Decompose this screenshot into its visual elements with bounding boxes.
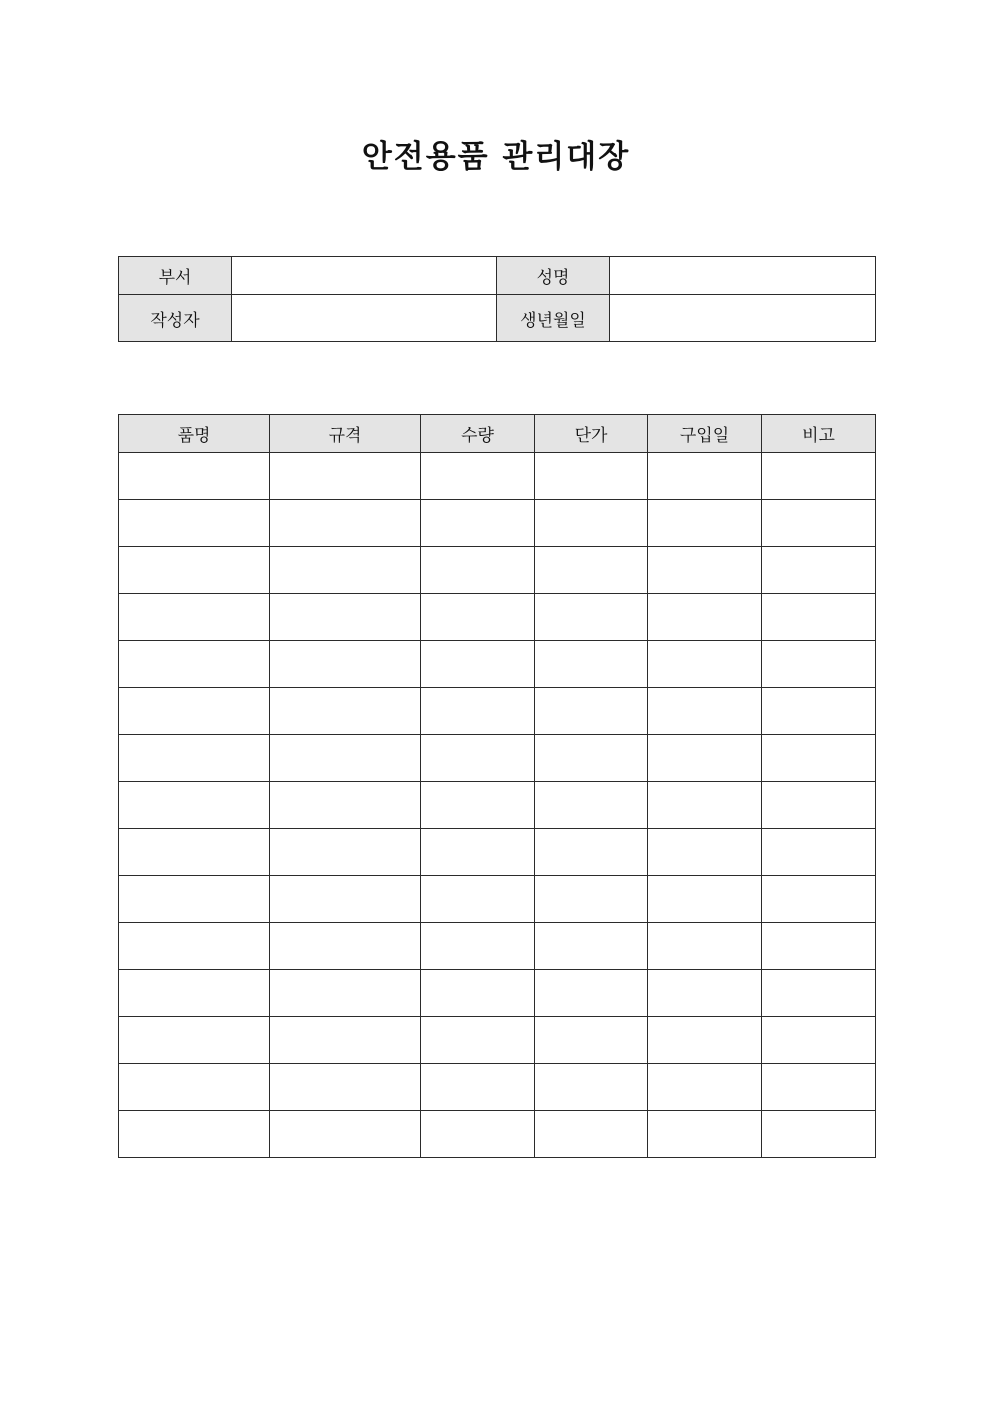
items-body: [119, 453, 876, 1158]
department-field[interactable]: [232, 257, 497, 295]
info-row-2: [119, 295, 876, 342]
quantity-cell[interactable]: [421, 594, 535, 641]
remarks-cell[interactable]: [762, 688, 876, 735]
spec-cell[interactable]: [270, 1064, 421, 1111]
purchase-date-cell[interactable]: [648, 688, 762, 735]
spec-cell[interactable]: [270, 1111, 421, 1158]
spec-cell[interactable]: [270, 923, 421, 970]
table-row: [119, 453, 876, 500]
spec-cell[interactable]: [270, 547, 421, 594]
quantity-cell[interactable]: [421, 1111, 535, 1158]
item-name-cell[interactable]: [119, 594, 270, 641]
author-label: 작성자: [119, 295, 232, 342]
unit-price-cell[interactable]: [535, 876, 648, 923]
spec-cell[interactable]: [270, 735, 421, 782]
unit-price-cell[interactable]: [535, 735, 648, 782]
table-row: [119, 735, 876, 782]
quantity-cell[interactable]: [421, 782, 535, 829]
items-header-row: [119, 415, 876, 453]
table-row: [119, 876, 876, 923]
name-field[interactable]: [610, 257, 876, 295]
quantity-cell[interactable]: [421, 970, 535, 1017]
table-row: [119, 829, 876, 876]
column-header-purchase-date: 구입일: [648, 415, 762, 453]
purchase-date-cell[interactable]: [648, 876, 762, 923]
unit-price-cell[interactable]: [535, 782, 648, 829]
column-header-remarks: 비고: [762, 415, 876, 453]
remarks-cell[interactable]: [762, 1064, 876, 1111]
spec-cell[interactable]: [270, 500, 421, 547]
name-label: 성명: [497, 257, 610, 295]
column-header-unit-price: 단가: [535, 415, 648, 453]
info-row-1: [119, 257, 876, 295]
quantity-cell[interactable]: [421, 688, 535, 735]
item-name-cell[interactable]: [119, 923, 270, 970]
item-name-cell[interactable]: [119, 782, 270, 829]
purchase-date-cell[interactable]: [648, 547, 762, 594]
remarks-cell[interactable]: [762, 1111, 876, 1158]
item-name-cell[interactable]: [119, 970, 270, 1017]
item-name-cell[interactable]: [119, 688, 270, 735]
purchase-date-cell[interactable]: [648, 1111, 762, 1158]
purchase-date-cell[interactable]: [648, 782, 762, 829]
spec-cell[interactable]: [270, 782, 421, 829]
purchase-date-cell[interactable]: [648, 1017, 762, 1064]
unit-price-cell[interactable]: [535, 594, 648, 641]
quantity-cell[interactable]: [421, 923, 535, 970]
remarks-cell[interactable]: [762, 594, 876, 641]
table-row: [119, 1017, 876, 1064]
quantity-cell[interactable]: [421, 1064, 535, 1111]
purchase-date-cell[interactable]: [648, 1064, 762, 1111]
spec-cell[interactable]: [270, 970, 421, 1017]
spec-cell[interactable]: [270, 594, 421, 641]
birthdate-field[interactable]: [610, 295, 876, 342]
spec-cell[interactable]: [270, 641, 421, 688]
purchase-date-cell[interactable]: [648, 453, 762, 500]
remarks-cell[interactable]: [762, 453, 876, 500]
remarks-cell[interactable]: [762, 782, 876, 829]
info-table: [118, 256, 876, 342]
remarks-cell[interactable]: [762, 1017, 876, 1064]
remarks-cell[interactable]: [762, 970, 876, 1017]
remarks-cell[interactable]: [762, 547, 876, 594]
birthdate-label: 생년월일: [497, 295, 610, 342]
department-label: 부서: [119, 257, 232, 295]
table-row: [119, 782, 876, 829]
table-row: [119, 641, 876, 688]
spec-cell[interactable]: [270, 876, 421, 923]
quantity-cell[interactable]: [421, 735, 535, 782]
item-name-cell[interactable]: [119, 453, 270, 500]
purchase-date-cell[interactable]: [648, 923, 762, 970]
quantity-cell[interactable]: [421, 1017, 535, 1064]
remarks-cell[interactable]: [762, 735, 876, 782]
item-name-cell[interactable]: [119, 1017, 270, 1064]
unit-price-cell[interactable]: [535, 500, 648, 547]
quantity-cell[interactable]: [421, 876, 535, 923]
unit-price-cell[interactable]: [535, 1064, 648, 1111]
purchase-date-cell[interactable]: [648, 829, 762, 876]
table-row: [119, 1111, 876, 1158]
table-row: [119, 970, 876, 1017]
spec-cell[interactable]: [270, 453, 421, 500]
remarks-cell[interactable]: [762, 641, 876, 688]
purchase-date-cell[interactable]: [648, 594, 762, 641]
remarks-cell[interactable]: [762, 500, 876, 547]
unit-price-cell[interactable]: [535, 923, 648, 970]
unit-price-cell[interactable]: [535, 547, 648, 594]
purchase-date-cell[interactable]: [648, 735, 762, 782]
spec-cell[interactable]: [270, 829, 421, 876]
unit-price-cell[interactable]: [535, 829, 648, 876]
table-row: [119, 1064, 876, 1111]
item-name-cell[interactable]: [119, 547, 270, 594]
table-row: [119, 500, 876, 547]
unit-price-cell[interactable]: [535, 688, 648, 735]
item-name-cell[interactable]: [119, 500, 270, 547]
unit-price-cell[interactable]: [535, 641, 648, 688]
quantity-cell[interactable]: [421, 547, 535, 594]
column-header-spec: 규격: [270, 415, 421, 453]
spec-cell[interactable]: [270, 1017, 421, 1064]
quantity-cell[interactable]: [421, 500, 535, 547]
unit-price-cell[interactable]: [535, 453, 648, 500]
item-name-cell[interactable]: [119, 1064, 270, 1111]
table-row: [119, 547, 876, 594]
author-field[interactable]: [232, 295, 497, 342]
unit-price-cell[interactable]: [535, 1017, 648, 1064]
purchase-date-cell[interactable]: [648, 641, 762, 688]
table-row: [119, 923, 876, 970]
remarks-cell[interactable]: [762, 876, 876, 923]
column-header-quantity: 수량: [421, 415, 535, 453]
purchase-date-cell[interactable]: [648, 970, 762, 1017]
page-title: 안전용품 관리대장: [361, 139, 631, 175]
item-name-cell[interactable]: [119, 829, 270, 876]
unit-price-cell[interactable]: [535, 970, 648, 1017]
items-table: [118, 414, 876, 1158]
spec-cell[interactable]: [270, 688, 421, 735]
column-header-item-name: 품명: [119, 415, 270, 453]
item-name-cell[interactable]: [119, 876, 270, 923]
purchase-date-cell[interactable]: [648, 500, 762, 547]
quantity-cell[interactable]: [421, 453, 535, 500]
item-name-cell[interactable]: [119, 735, 270, 782]
item-name-cell[interactable]: [119, 1111, 270, 1158]
unit-price-cell[interactable]: [535, 1111, 648, 1158]
remarks-cell[interactable]: [762, 923, 876, 970]
table-row: [119, 688, 876, 735]
quantity-cell[interactable]: [421, 641, 535, 688]
table-row: [119, 594, 876, 641]
item-name-cell[interactable]: [119, 641, 270, 688]
remarks-cell[interactable]: [762, 829, 876, 876]
quantity-cell[interactable]: [421, 829, 535, 876]
